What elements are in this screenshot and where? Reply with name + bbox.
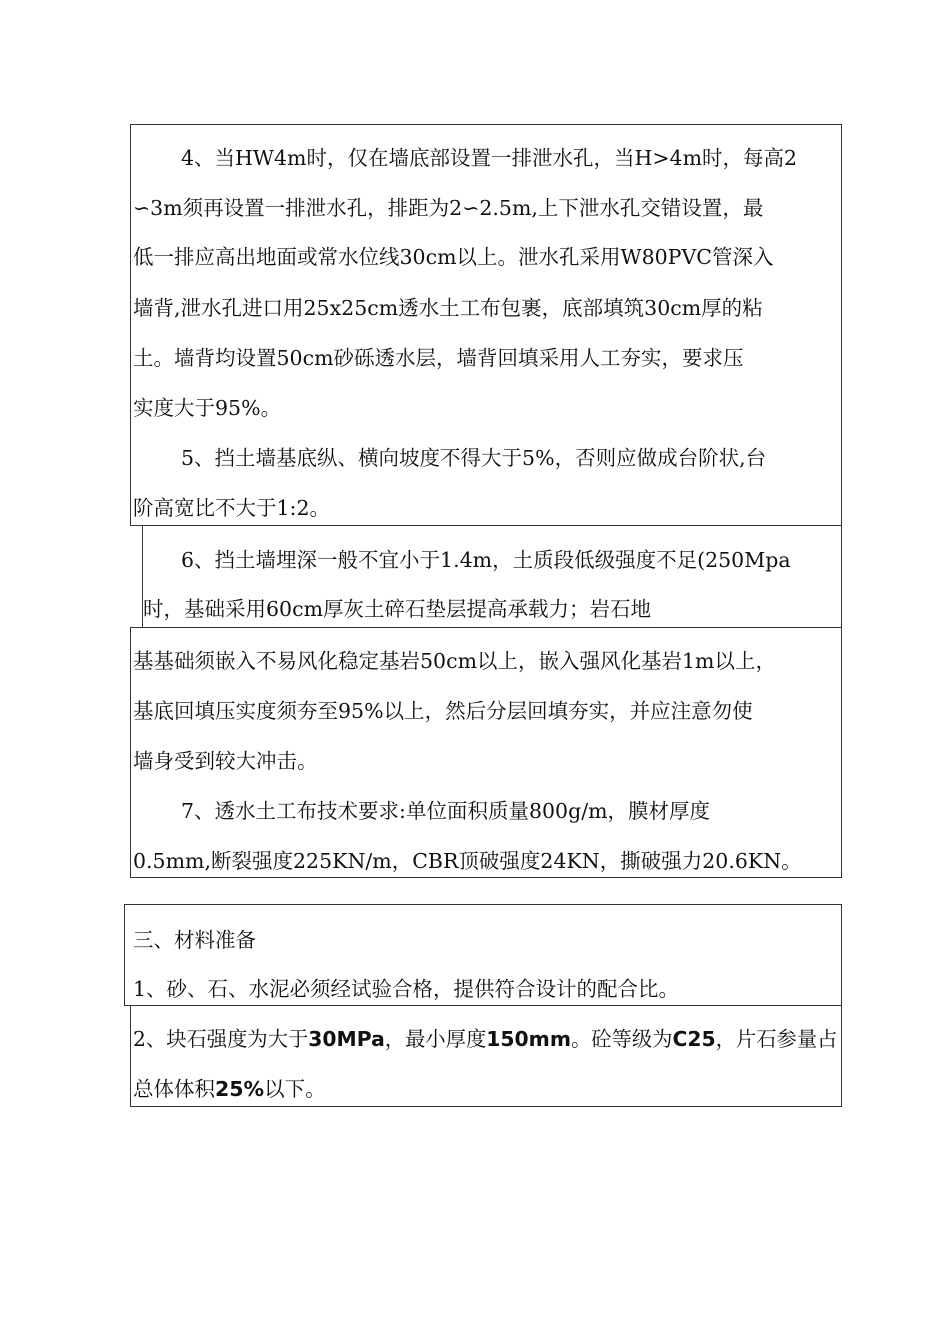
text-run: ，片石参量占 — [715, 1027, 838, 1051]
text-line: 阶高宽比不大于1:2。 — [133, 496, 330, 520]
text-run-bold: 150mm — [486, 1027, 571, 1051]
text-line: 1、砂、石、水泥必须经试验合格，提供符合设计的配合比。 — [133, 977, 680, 1001]
text-line: ∽3m须再设置一排泄水孔，排距为2∽2.5m,上下泄水孔交错设置，最 — [133, 196, 764, 220]
text-line — [133, 1026, 837, 1052]
text-line: 土。墙背均设置50cm砂砾透水层，墙背回填采用人工夯实，要求压 — [133, 346, 744, 370]
section-block-4 — [124, 904, 842, 1006]
text-run: 以下。 — [264, 1077, 326, 1101]
text-line: 4、当HW4m时，仅在墙底部设置一排泄水孔，当H>4m时，每高2 — [181, 146, 798, 170]
text-line: 时，基础采用60cm厚灰土碎石垫层提高承载力；岩石地 — [143, 597, 652, 621]
section-block-2 — [142, 525, 842, 628]
text-line: 实度大于95%。 — [133, 396, 282, 420]
section-block-3 — [130, 627, 842, 878]
text-run: 总体体积 — [133, 1077, 215, 1101]
section-heading: 三、材料准备 — [133, 928, 256, 952]
text-line: 墙身受到较大冲击。 — [133, 749, 318, 773]
text-line: 墙背,泄水孔进口用25x25cm透水土工布包裹，底部填筑30cm厚的粘 — [133, 296, 763, 320]
text-line: 6、挡土墙埋深一般不宜小于1.4m，土质段低级强度不足(250Mpa — [181, 548, 791, 572]
text-line: 5、挡土墙基底纵、横向坡度不得大于5%，否则应做成台阶状,台 — [181, 446, 767, 470]
text-run-bold: C25 — [672, 1027, 716, 1051]
text-line: 低一排应高出地面或常水位线30cm以上。泄水孔采用W80PVC管深入 — [133, 245, 774, 269]
text-line: 基基础须嵌入不易风化稳定基岩50cm以上，嵌入强风化基岩1m以上， — [133, 649, 776, 673]
text-run-bold: 30MPa — [308, 1027, 385, 1051]
text-run-bold: 25% — [215, 1077, 265, 1101]
text-run: ，最小厚度 — [384, 1027, 487, 1051]
text-line: 基底回填压实度须夯至95%以上，然后分层回填夯实，并应注意勿使 — [133, 699, 753, 723]
section-block-5 — [130, 1005, 842, 1107]
section-block-1 — [130, 124, 842, 526]
text-line — [133, 1076, 326, 1102]
text-line: 7、透水土工布技术要求:单位面积质量800g/m，膜材厚度 — [181, 799, 711, 823]
text-line: 0.5mm,断裂强度225KN/m，CBR顶破强度24KN，撕破强力20.6KN。 — [133, 849, 802, 873]
text-run: 2、块石强度为大于 — [133, 1027, 309, 1051]
text-run: 。砼等级为 — [570, 1027, 673, 1051]
